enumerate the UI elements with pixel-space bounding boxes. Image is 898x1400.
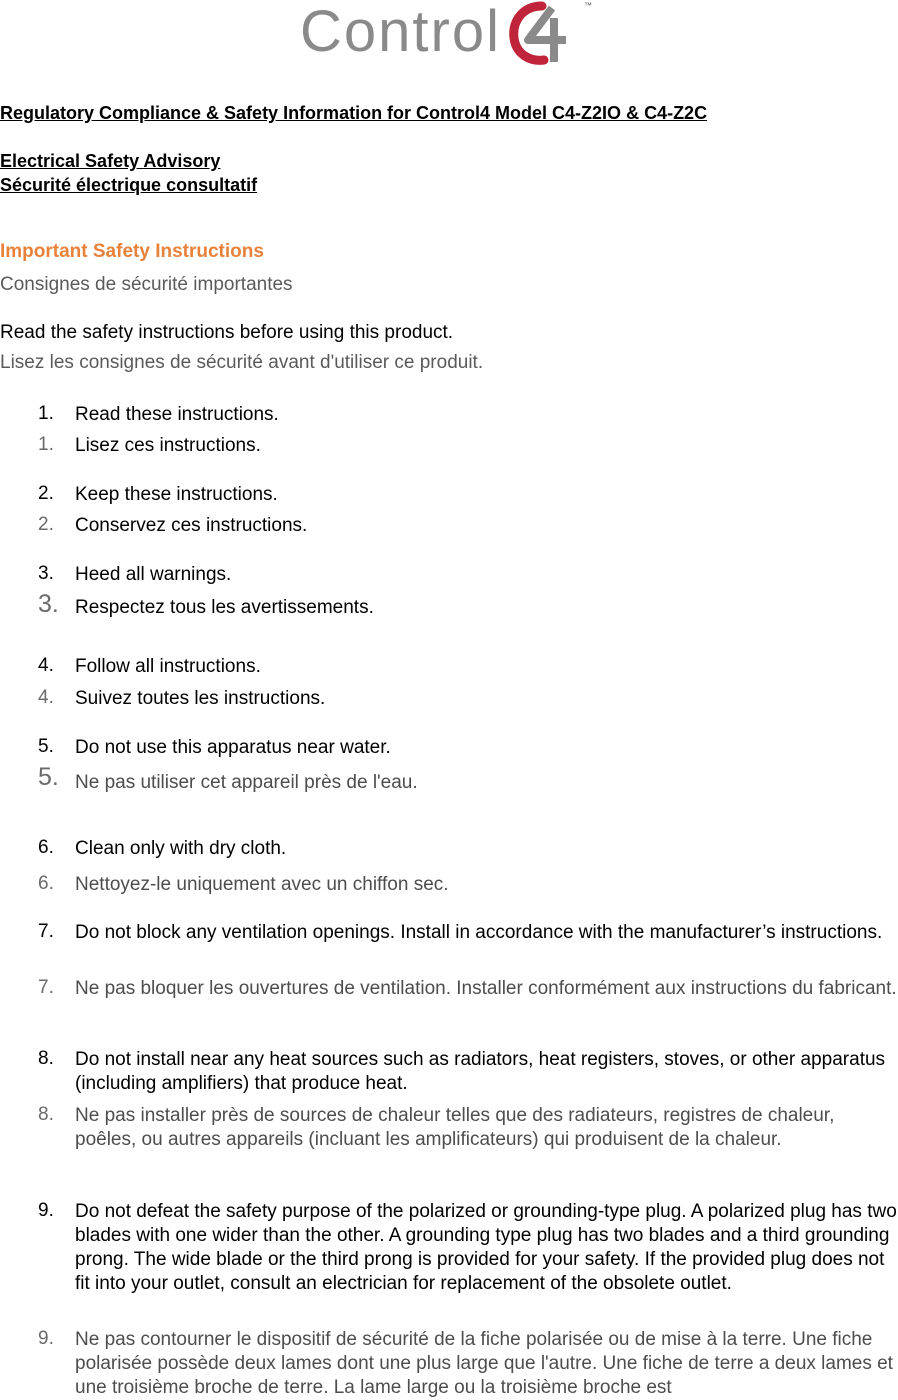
item-number: 8.	[38, 1104, 54, 1125]
item-number: 2.	[38, 514, 54, 535]
item-number: 3.	[38, 590, 59, 618]
item-number: 4.	[38, 687, 54, 708]
item-number: 6.	[38, 837, 54, 858]
item-number: 9.	[38, 1328, 54, 1349]
item-number: 1.	[38, 403, 54, 424]
item-text-en: Do not install near any heat sources such as radiators, heat registers, stoves, or other apparatus (including amplifiers) that produce heat.	[75, 1049, 886, 1094]
item-number: 7.	[38, 977, 54, 998]
item-number: 5.	[38, 763, 59, 791]
item-number: 5.	[38, 736, 54, 757]
important-heading-en: Important Safety Instructions	[0, 241, 264, 262]
item-number: 9.	[38, 1200, 54, 1221]
item-number: 3.	[38, 563, 54, 584]
intro-fr: Lisez les consignes de sécurité avant d'utiliser ce produit.	[0, 352, 484, 373]
item-text-en: Do not block any ventilation openings. Install in accordance with the manufacturer’s instructions.	[75, 922, 883, 943]
item-text-fr: Suivez toutes les instructions.	[75, 688, 326, 709]
item-text-fr: Nettoyez-le uniquement avec un chiffon sec.	[75, 874, 449, 895]
logo-trademark: ™	[584, 1, 592, 10]
item-number: 6.	[38, 873, 54, 894]
item-text-fr: Ne pas installer près de sources de chaleur telles que des radiateurs, registres de chaleur, poêles, ou autres appareils (incluant les amplificateurs) qui produisent de la chaleur.	[75, 1105, 835, 1150]
item-text-fr: Ne pas bloquer les ouvertures de ventilation. Installer conformément aux instructions du fabricant.	[75, 978, 897, 999]
item-text-en: Heed all warnings.	[75, 564, 232, 585]
item-text-fr: Ne pas contourner le dispositif de sécurité de la fiche polarisée ou de mise à la terre. Une fiche polarisée possède deux lames dont une plus large que l'autre. Une fiche de terre a deux lames et une troisième broche de terre. La lame large ou la troisième broche est	[75, 1329, 893, 1398]
item-text-en: Follow all instructions.	[75, 656, 261, 677]
item-text-en: Do not defeat the safety purpose of the polarized or grounding-type plug. A polarized plug has two blades with one wider than the other. A grounding type plug has two blades and a third grounding prong. The wide blade or the third prong is provided for your safety. If the provided plug does not fit into your outlet, consult an electrician for replacement of the obsolete outlet.	[75, 1201, 897, 1294]
important-heading-fr: Consignes de sécurité importantes	[0, 274, 293, 295]
logo-four-icon	[508, 0, 578, 66]
advisory-en: Electrical Safety Advisory	[0, 151, 221, 171]
item-text-en: Read these instructions.	[75, 404, 279, 425]
item-text-fr: Respectez tous les avertissements.	[75, 597, 374, 618]
item-text-fr: Ne pas utiliser cet appareil près de l'eau.	[75, 772, 418, 793]
item-text-en: Clean only with dry cloth.	[75, 838, 287, 859]
control4-logo	[0, 0, 898, 72]
logo-wordmark: Control	[300, 0, 501, 64]
item-number: 2.	[38, 483, 54, 504]
item-text-fr: Conservez ces instructions.	[75, 515, 308, 536]
item-text-en: Do not use this apparatus near water.	[75, 737, 391, 758]
item-text-fr: Lisez ces instructions.	[75, 435, 261, 456]
item-number: 8.	[38, 1048, 54, 1069]
item-text-en: Keep these instructions.	[75, 484, 278, 505]
item-number: 7.	[38, 921, 54, 942]
page-title: Regulatory Compliance & Safety Information for Control4 Model C4-Z2IO & C4-Z2C	[0, 103, 708, 123]
intro-en: Read the safety instructions before using this product.	[0, 322, 454, 343]
advisory-fr: Sécurité électrique consultatif	[0, 175, 258, 195]
item-number: 1.	[38, 434, 54, 455]
item-number: 4.	[38, 655, 54, 676]
